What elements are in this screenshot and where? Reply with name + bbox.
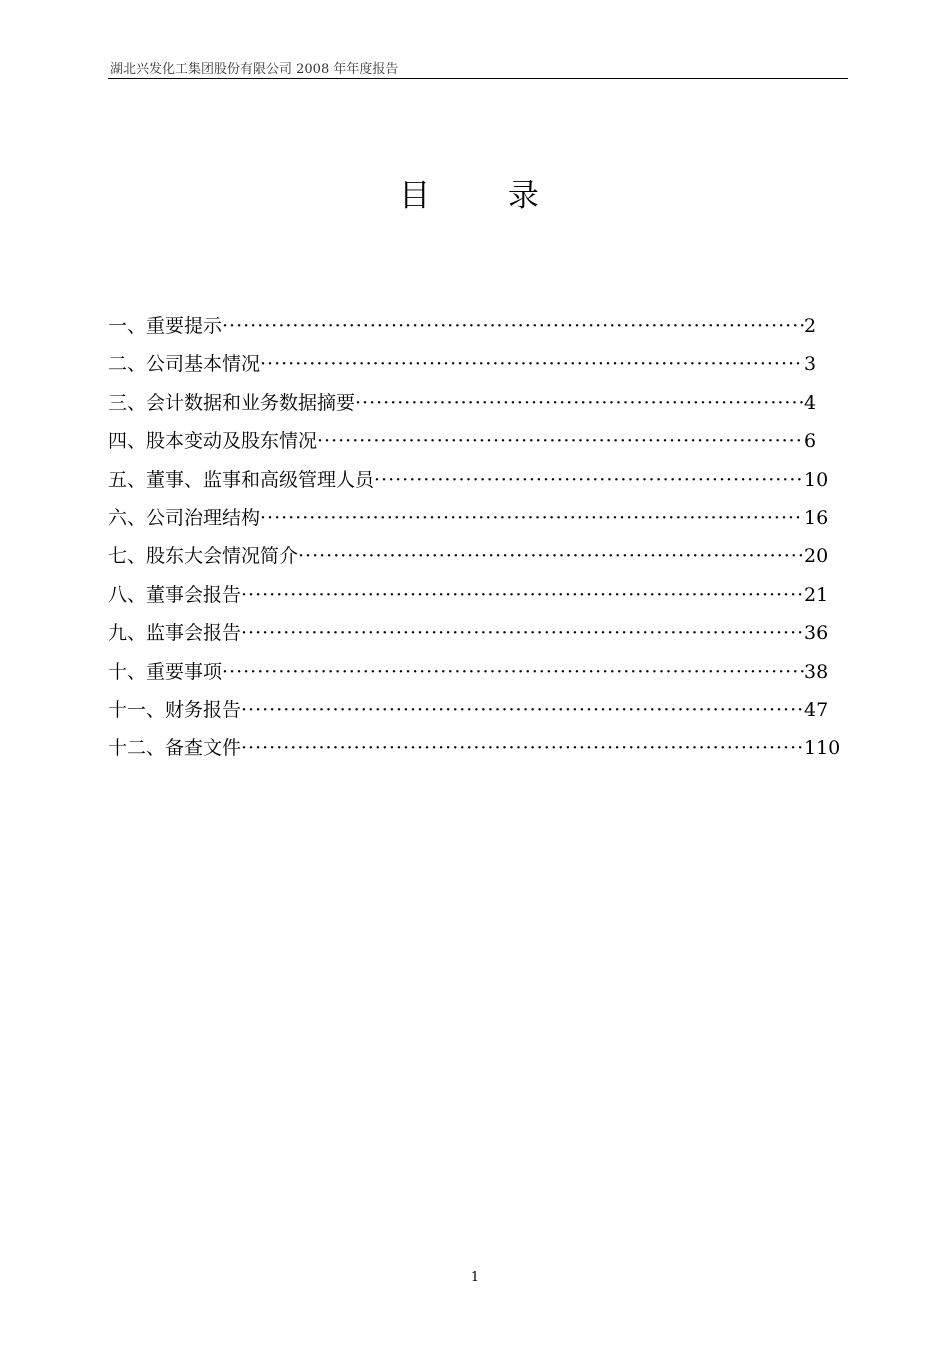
- toc-entry-page: 16: [804, 506, 829, 529]
- toc-entry-label: 七、股东大会情况简介: [108, 545, 299, 568]
- toc-entry-page: 36: [804, 622, 829, 645]
- toc-entry[interactable]: [108, 614, 838, 652]
- toc-entry[interactable]: [108, 729, 841, 767]
- toc-entry[interactable]: [108, 499, 838, 537]
- toc-entry-page: 4: [804, 391, 817, 414]
- page-title: 目 录: [399, 178, 573, 214]
- toc-entry-label: 二、公司基本情况: [108, 353, 261, 376]
- toc-leader-dots: [260, 499, 804, 537]
- toc-entry-page: 21: [804, 583, 829, 606]
- toc-entry[interactable]: [108, 576, 838, 614]
- toc-entry-label: 五、董事、监事和高级管理人员: [108, 468, 375, 491]
- table-of-contents: [108, 307, 841, 768]
- toc-leader-dots: [222, 653, 804, 691]
- toc-leader-dots: [222, 307, 804, 345]
- toc-entry[interactable]: [108, 537, 838, 575]
- toc-entry-label: 九、监事会报告: [108, 622, 242, 645]
- toc-entry-page: 2: [804, 315, 817, 337]
- toc-leader-dots: [241, 614, 804, 652]
- toc-entry-label: 八、董事会报告: [108, 583, 242, 606]
- toc-entry-page: 20: [804, 545, 829, 568]
- toc-entry-page: 47: [804, 698, 829, 721]
- toc-leader-dots: [355, 384, 804, 422]
- toc-entry[interactable]: [108, 691, 838, 729]
- page-number: 1: [470, 1270, 480, 1285]
- toc-entry[interactable]: [108, 384, 838, 422]
- toc-entry-page: 10: [804, 468, 829, 491]
- toc-leader-dots: [241, 576, 804, 614]
- toc-leader-dots: [260, 345, 804, 383]
- toc-entry-label: 十二、备查文件: [108, 737, 242, 760]
- toc-entry[interactable]: [108, 307, 838, 345]
- toc-leader-dots: [298, 537, 804, 575]
- toc-entry-label: 十、重要事项: [108, 660, 223, 683]
- toc-leader-dots: [317, 422, 804, 460]
- toc-leader-dots: [241, 691, 804, 729]
- toc-entry-label: 四、股本变动及股东情况: [108, 430, 318, 453]
- toc-entry-label: 六、公司治理结构: [108, 506, 261, 529]
- toc-entry-page: 3: [804, 353, 817, 376]
- toc-entry-page: 110: [804, 737, 841, 760]
- toc-entry[interactable]: [108, 422, 838, 460]
- toc-entry-label: 三、会计数据和业务数据摘要: [108, 391, 356, 414]
- page-header: [108, 56, 848, 79]
- toc-entry-label: 一、重要提示: [108, 315, 223, 337]
- toc-entry-label: 十一、财务报告: [108, 698, 242, 721]
- toc-entry[interactable]: [108, 461, 838, 499]
- toc-entry[interactable]: [108, 345, 838, 383]
- toc-entry[interactable]: [108, 653, 838, 691]
- toc-entry-page: 6: [804, 430, 817, 453]
- toc-entry-page: 38: [804, 660, 829, 683]
- header-text: 湖北兴发化工集团股份有限公司 2008 年年度报告: [110, 62, 399, 77]
- toc-leader-dots: [374, 461, 804, 499]
- toc-leader-dots: [241, 729, 804, 767]
